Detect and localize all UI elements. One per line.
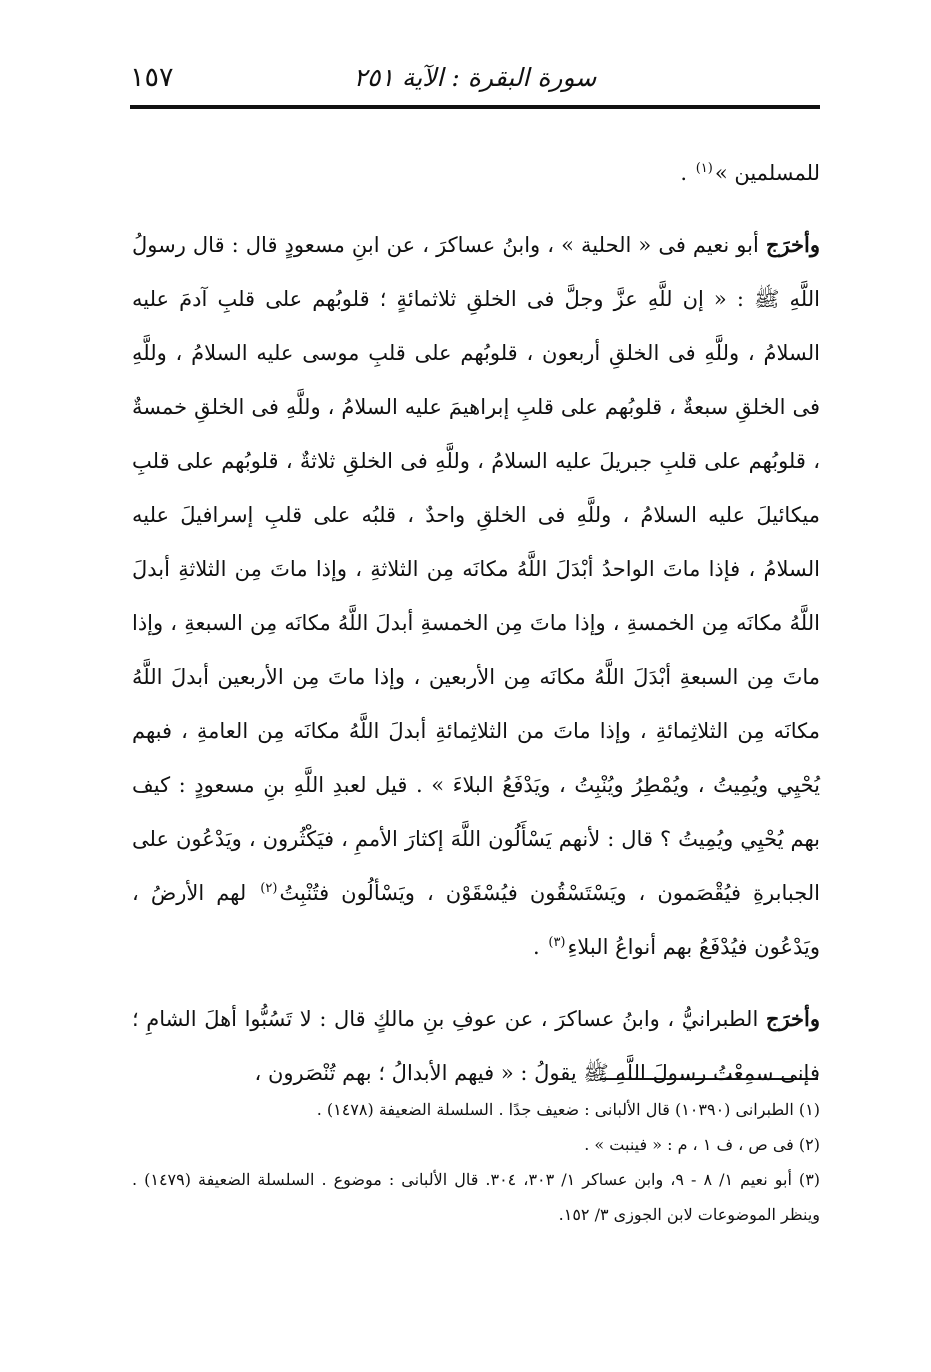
paragraph-text: الطبرانيُّ ، وابنُ عساكرَ ، عن عوفِ بنِ مالكٍ قال : لا تَسُبُّوا أهلَ الشامِ ؛ فإنى سمِعْتُ رسولَ اللَّهِ ﷺ يقولُ : « فيهم الأبدالُ ؛ بهم تُنْصَرون ، xyxy=(132,1007,820,1085)
footnote-2: (٢) فى ص ، ف ١ ، م : « فينبت » . xyxy=(584,1135,820,1154)
header-title: سورة البقرة : الآية ٢٥١ xyxy=(353,63,597,92)
paragraph-abu-nuaym xyxy=(132,218,820,974)
paragraph-end: . xyxy=(532,935,540,959)
footnote-3: (٣) أبو نعيم ١/ ٨ - ٩، وابن عساكر ١/ ٣٠٣، ٣٠٤. قال الألبانى : موضوع . السلسلة الضعيفة (١٤٧٩) . وينظر الموضوعات لابن الجوزى ٣/ ١٥٢. xyxy=(132,1170,821,1224)
header-rule xyxy=(130,105,820,109)
paragraph-text-cont: لهم الأرضُ ، ويَدْعُون فيُدْفَعُ بهم أنواعُ البلاءِ xyxy=(132,881,820,959)
footnote-rule xyxy=(600,1078,818,1080)
footnote-ref-3: (٣) xyxy=(548,935,566,950)
footnote-ref-2: (٢) xyxy=(260,881,278,896)
paragraph-tabarani xyxy=(132,992,820,1100)
footnotes xyxy=(132,1092,820,1232)
page-number: ١٥٧ xyxy=(130,62,174,93)
opening-end: . xyxy=(680,161,687,185)
paragraph-lead-word: وأخرَج xyxy=(765,232,821,257)
paragraph-lead-word: وأخرَج xyxy=(765,1006,820,1031)
running-header xyxy=(130,58,820,98)
paragraph-text: أبو نعيم فى « الحلية » ، وابنُ عساكرَ ، عن ابنِ مسعودٍ قال : قال رسولُ اللَّهِ ﷺ : « إن للَّهِ عزَّ وجلَّ فى الخلقِ ثلاثمائةٍ ؛ قلوبُهم على قلبِ آدمَ عليه السلامُ ، وللَّهِ فى الخلقِ أربعون ، قلوبُهم على قلبِ موسى عليه السلامُ ، وللَّهِ فى الخلقِ سبعةٌ ، قلوبُهم على قلبِ إبراهيمَ عليه السلامُ ، وللَّهِ فى الخلقِ خمسةٌ ، قلوبُهم على قلبِ جبريلَ عليه السلامُ ، وللَّهِ فى الخلقِ ثلاثةٌ ، قلوبُهم على قلبِ ميكائيلَ عليه السلامُ ، وللَّهِ فى الخلقِ واحدٌ ، قلبُه على قلبِ إسرافيلَ عليه السلامُ ، فإذا ماتَ الواحدُ أبْدَلَ اللَّهُ مكانَه مِن الثلاثةِ ، وإذا ماتَ مِن الثلاثةِ أبدلَ اللَّهُ مكانَه مِن الخمسةِ ، وإذا ماتَ مِن الخمسةِ أبدلَ اللَّهُ مكانَه مِن السبعةِ ، وإذا ماتَ مِن السبعةِ أبْدَلَ اللَّهُ مكانَه مِن الأربعين ، وإذا ماتَ مِن الأربعين أبدلَ اللَّهُ مكانَه مِن الثلاثِمائةِ ، وإذا ماتَ من الثلاثِمائةِ أبدلَ اللَّهُ مكانَه مِن العامةِ ، فبهم يُحْيِي ويُمِيتُ ، ويُمْطِرُ ويُنْبِتُ ، ويَدْفَعُ البلاءَ » . قيل لعبدِ اللَّهِ بنِ مسعودٍ : كيف بهم يُحْيِي ويُمِيتُ ؟ قال : لأنهم يَسْأَلُون اللَّهَ إكثارَ الأممِ ، فيَكْثُرون ، ويَدْعُون على الجبابرةِ فيُقْصَمون ، ويَسْتَسْقُون فيُسْقَوْن ، ويَسْألُون فتُنْبِتُ xyxy=(132,233,820,905)
main-text xyxy=(132,136,820,1100)
footnote-1: (١) الطبرانى (١٠٣٩٠) قال الألبانى : ضعيف جدًا . السلسلة الضعيفة (١٤٧٨) . xyxy=(316,1100,820,1119)
opening-line xyxy=(132,146,820,200)
footnote-ref-1: (١) xyxy=(695,161,713,176)
opening-text: للمسلمين » xyxy=(714,161,820,185)
